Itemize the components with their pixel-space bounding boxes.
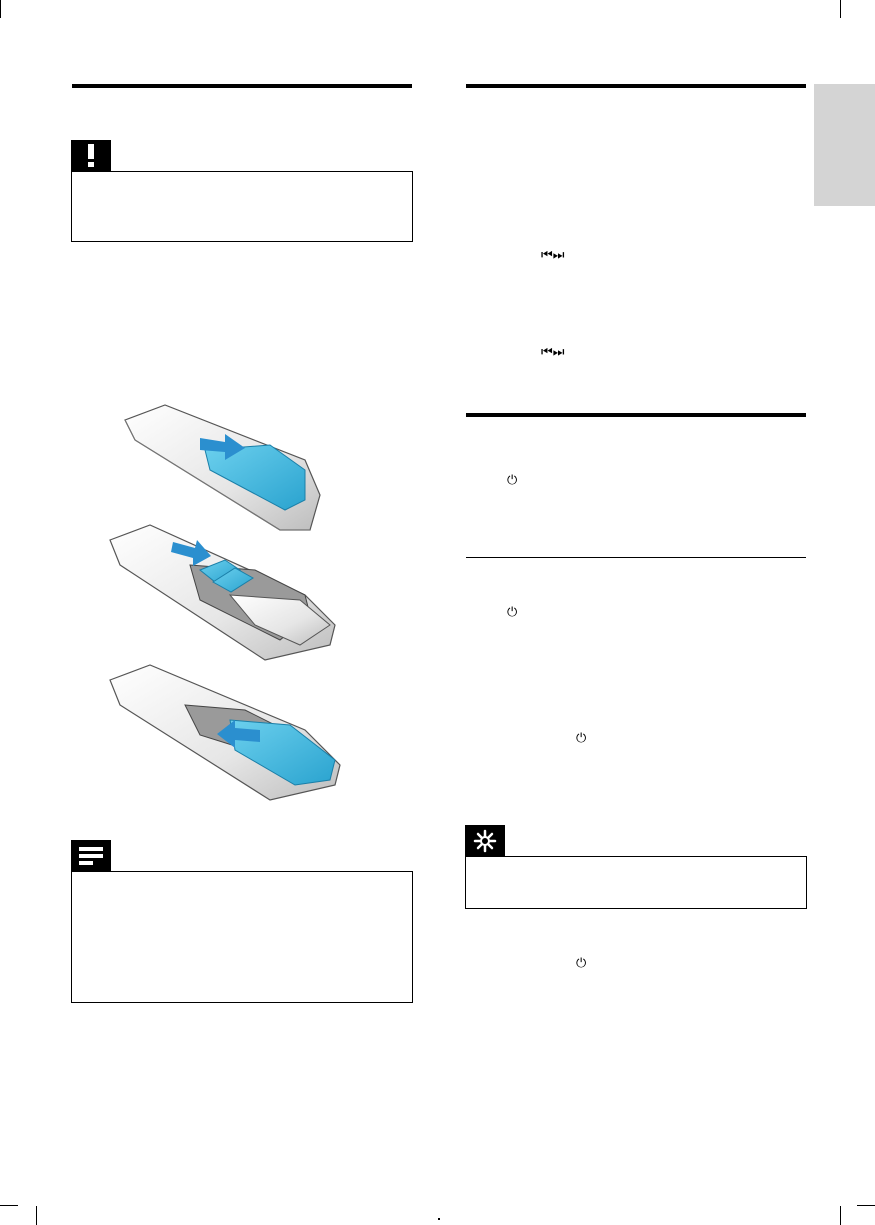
power-icon: ⏻: [576, 730, 587, 745]
note-box: [71, 871, 413, 1003]
caution-box: [71, 171, 413, 242]
language-side-tab: [814, 84, 875, 206]
remote-step-1: [125, 405, 320, 530]
tip-asterisk-icon: [472, 828, 498, 854]
power-icon: ⏻: [576, 955, 587, 970]
note-lines-icon: [78, 846, 104, 866]
remote-step-3: [110, 665, 340, 800]
power-icon: ⏻: [507, 604, 518, 619]
remote-step-2: [110, 525, 335, 660]
remote-battery-illustration: [105, 400, 355, 810]
section-rule-right-top: [466, 84, 806, 88]
crop-mark-bottom-left: [36, 1206, 37, 1225]
tip-box: [465, 856, 807, 909]
crop-mark-top-left: [0, 0, 1, 18]
crop-mark-bottom-right: [840, 1206, 841, 1225]
subsection-rule-right: [466, 557, 806, 558]
crop-mark-bottom-center: [438, 1218, 440, 1220]
skip-prev-next-icon: ⏮⏭: [541, 344, 565, 359]
section-rule-right-mid: [466, 413, 806, 417]
skip-prev-next-icon: ⏮⏭: [541, 247, 565, 262]
power-icon: ⏻: [507, 472, 518, 487]
crop-mark-top-right: [840, 0, 841, 18]
exclamation-icon: [84, 143, 98, 169]
crop-mark-bottom-left-h: [0, 1205, 18, 1206]
crop-mark-bottom-right-h: [857, 1205, 875, 1206]
section-rule-left-top: [72, 84, 412, 88]
